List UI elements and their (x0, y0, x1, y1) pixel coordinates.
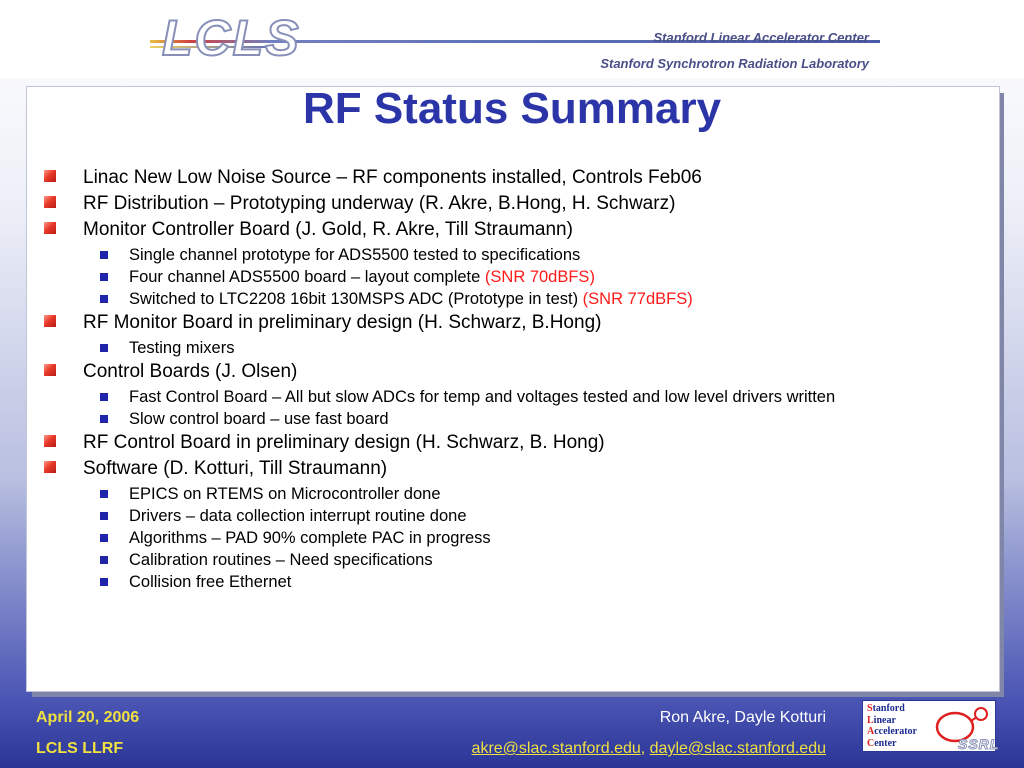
sub-bullet-marker-icon (100, 490, 108, 498)
sub-bullet-text: Algorithms – PAD 90% complete PAC in progress (129, 529, 491, 547)
bullet-text: Control Boards (J. Olsen) (83, 361, 298, 382)
bullet-marker-icon (44, 170, 56, 182)
sub-bullet-text: Fast Control Board – All but slow ADCs for temp and voltages tested and low level drivers written (129, 388, 836, 406)
footer-project: LCLS LLRF (36, 740, 124, 757)
bullet-item (44, 359, 974, 428)
lcls-logo: LCLS (162, 10, 301, 66)
org-name-slac: Stanford Linear Accelerator Center (653, 30, 869, 45)
sub-bullet-list (83, 485, 974, 591)
bullet-marker-icon (44, 461, 56, 473)
bullet-marker-icon (44, 435, 56, 447)
sub-bullet-text: Switched to LTC2208 16bit 130MSPS ADC (Prototype in test) (129, 290, 583, 308)
bullet-item (44, 430, 974, 455)
bullet-text: Monitor Controller Board (J. Gold, R. Akre, Till Straumann) (83, 219, 573, 240)
sub-bullet-list (83, 246, 974, 308)
sub-bullet-text: EPICS on RTEMS on Microcontroller done (129, 485, 441, 503)
sub-bullet-marker-icon (100, 512, 108, 520)
sub-bullet-item (83, 507, 974, 525)
sub-bullet-item (83, 268, 974, 286)
slide-title: RF Status Summary (302, 84, 722, 133)
sub-bullet-text: Collision free Ethernet (129, 573, 292, 591)
sub-bullet-item (83, 290, 974, 308)
bullet-text: RF Monitor Board in preliminary design (H. Schwarz, B.Hong) (83, 312, 602, 333)
bullet-text: Software (D. Kotturi, Till Straumann) (83, 458, 388, 479)
sub-bullet-marker-icon (100, 295, 108, 303)
sub-bullet-marker-icon (100, 251, 108, 259)
sub-bullet-text: Slow control board – use fast board (129, 410, 389, 428)
sub-bullet-text: Drivers – data collection interrupt routine done (129, 507, 467, 525)
bullet-marker-icon (44, 315, 56, 327)
bullet-item (44, 310, 974, 357)
bullet-text: Linac New Low Noise Source – RF components installed, Controls Feb06 (83, 167, 702, 188)
slac-logo-line: Center (867, 737, 897, 749)
sub-bullet-list (83, 339, 974, 357)
sub-bullet-marker-icon (100, 534, 108, 542)
slac-logo-line: Linear (867, 714, 896, 726)
bullet-text: RF Control Board in preliminary design (H. Schwarz, B. Hong) (83, 432, 605, 453)
footer-authors: Ron Akre, Dayle Kotturi (659, 709, 826, 726)
sub-bullet-list (83, 388, 974, 428)
sub-bullet-text: Single channel prototype for ADS5500 tested to specifications (129, 246, 581, 264)
sub-bullet-marker-icon (100, 393, 108, 401)
bullet-item (44, 191, 974, 216)
snr-highlight: (SNR 77dBFS) (582, 290, 693, 308)
footer-emails (472, 740, 826, 758)
ssrl-logo-word: SSRL (958, 736, 1000, 752)
sub-bullet-marker-icon (100, 273, 108, 281)
sub-bullet-text: Four channel ADS5500 board – layout complete (129, 268, 485, 286)
email-link-akre[interactable]: akre@slac.stanford.edu (471, 740, 641, 757)
sub-bullet-marker-icon (100, 578, 108, 586)
bullet-marker-icon (44, 364, 56, 376)
footer-date: April 20, 2006 (36, 709, 140, 726)
sub-bullet-item (83, 246, 974, 264)
sub-bullet-item (83, 573, 974, 591)
sub-bullet-item (83, 551, 974, 569)
bullet-marker-icon (44, 196, 56, 208)
slide-header (0, 0, 1024, 78)
sub-bullet-item (83, 388, 974, 406)
bullet-item (44, 456, 974, 591)
bullet-list (44, 165, 974, 593)
sub-bullet-item (83, 410, 974, 428)
slac-logo-text (867, 703, 917, 749)
sub-bullet-item (83, 339, 974, 357)
snr-highlight: (SNR 70dBFS) (484, 268, 595, 286)
sub-bullet-text: Testing mixers (129, 339, 235, 357)
slac-logo-line: Accelerator (867, 726, 917, 737)
bullet-item (44, 217, 974, 308)
email-separator: , (640, 740, 650, 757)
email-link-kotturi[interactable]: dayle@slac.stanford.edu (649, 740, 826, 757)
slac-logo-line: Stanford (867, 703, 905, 714)
org-name-ssrl: Stanford Synchrotron Radiation Laboratory (600, 56, 869, 71)
sub-bullet-marker-icon (100, 556, 108, 564)
bullet-marker-icon (44, 222, 56, 234)
sub-bullet-item (83, 529, 974, 547)
sub-bullet-item (83, 485, 974, 503)
bullet-item (44, 165, 974, 190)
sub-bullet-marker-icon (100, 415, 108, 423)
sub-bullet-text: Calibration routines – Need specifications (129, 551, 433, 569)
sub-bullet-marker-icon (100, 344, 108, 352)
bullet-text: RF Distribution – Prototyping underway (R. Akre, B.Hong, H. Schwarz) (83, 193, 676, 214)
